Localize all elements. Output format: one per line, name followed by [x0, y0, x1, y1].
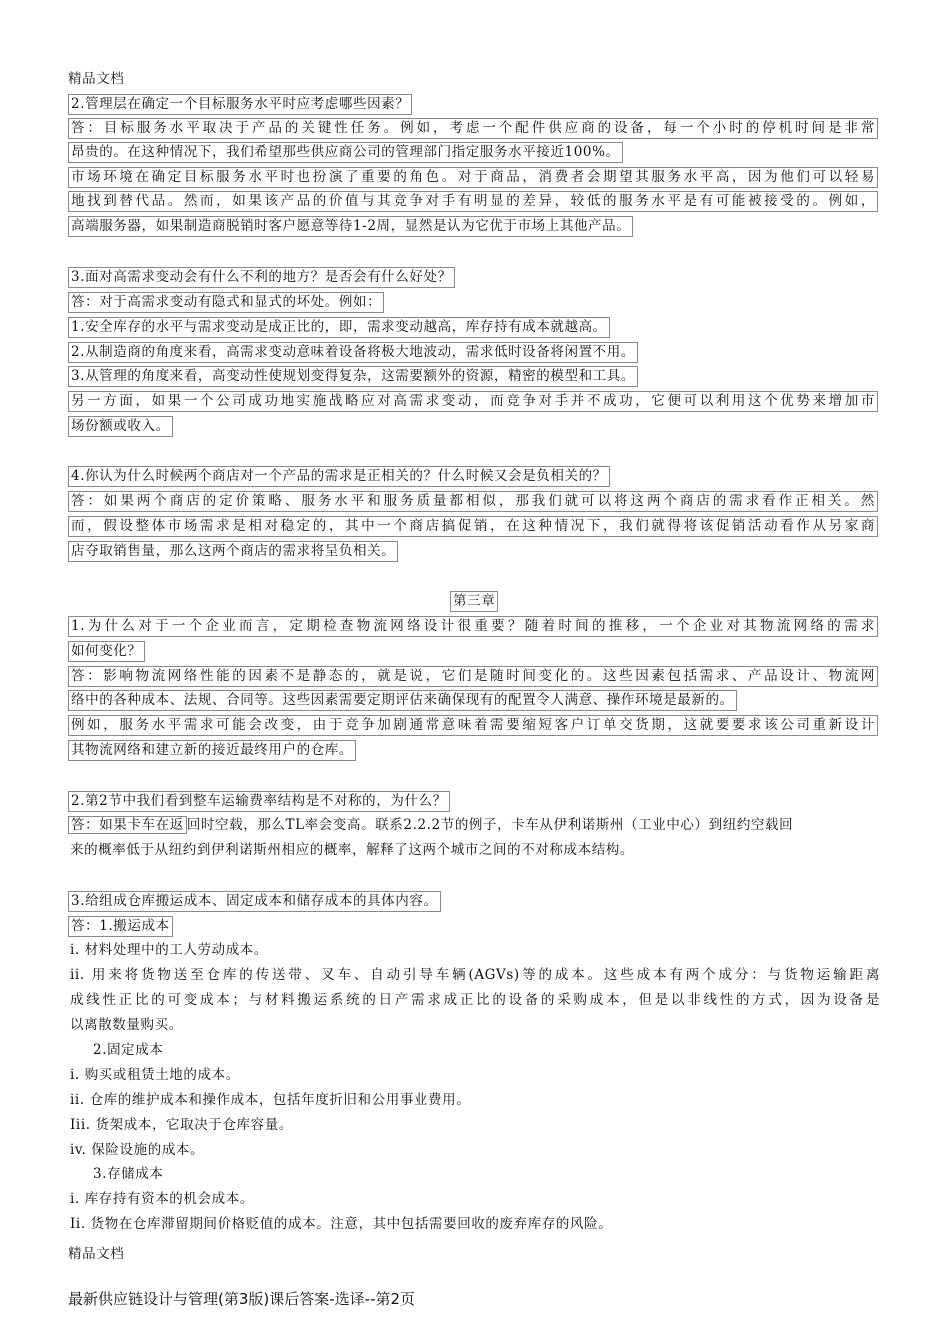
fixed-cost-heading: 2.固定成本	[93, 1042, 164, 1058]
answer-3-item-1: 1.安全库存的水平与需求变动是成正比的，即，需求变动越高，库存持有成本就越高。	[68, 317, 610, 338]
question-2-title: 2.管理层在确定一个目标服务水平时应考虑哪些因素？	[68, 94, 412, 115]
storage-cost-item-1: i. 库存持有资本的机会成本。	[70, 1191, 254, 1207]
answer-3-intro: 答：对于高需求变动有隐式和显式的坏处。例如：	[68, 292, 384, 313]
footer-watermark: 精品文档	[68, 1246, 125, 1262]
handling-cost-item-2-line-1: ii. 用来将货物送至仓库的传送带、叉车、自动引导车辆(AGVs)等的成本。这些成本有两个成分：与货物运输距离	[70, 967, 880, 983]
answer-4-line-1: 答：如果两个商店的定价策略、服务水平和服务质量都相似，那我们就可以将这两个商店的需求看作正相关。然	[68, 491, 878, 512]
handling-cost-item-2-line-3: 以离散数量购买。	[70, 1017, 183, 1033]
question-4-title: 4.你认为什么时候两个商店对一个产品的需求是正相关的？什么时候又会是负相关的？	[68, 466, 610, 487]
answer-2-para-2-line-3: 高端服务器，如果制造商脱销时客户愿意等待1-2周，显然是认为它优于市场上其他产品。	[68, 216, 633, 237]
handling-cost-item-1: i. 材料处理中的工人劳动成本。	[70, 942, 268, 958]
page-footer-caption: 最新供应链设计与管理(第3版)课后答案-选译--第2页	[68, 1290, 416, 1308]
ch3-answer-1-line-2: 络中的各种成本、法规、合同等。这些因素需要定期评估来确保现有的配置令人满意、操作环境是最新的。	[68, 690, 737, 711]
answer-2-para-2-line-1: 市场环境在确定目标服务水平时也扮演了重要的角色。对于商品，消费者会期望其服务水平高，因为他们可以轻易	[68, 167, 878, 188]
answer-4-line-3: 店夺取销售量，那么这两个商店的需求将呈负相关。	[68, 541, 398, 562]
ch3-answer-2-line-2: 来的概率低于从纽约到伊利诺斯州相应的概率，解释了这两个城市之间的不对称成本结构。	[70, 842, 634, 858]
ch3-question-2-title: 2.第2节中我们看到整车运输费率结构是不对称的，为什么？	[68, 791, 450, 812]
answer-3-para-2-line-1: 另一方面，如果一个公司成功地实施战略应对高需求变动，而竞争对手并不成功，它便可以利用这个优势来增加市	[68, 391, 878, 412]
ch3-answer-2-line-1-rest: 回时空载，那么TL率会变高。联系2.2.2节的例子，卡车从伊利诺斯州（工业中心）到纽约空载回	[186, 817, 794, 833]
ch3-answer-2-boxed-fragment: 答：如果卡车在返	[68, 816, 187, 834]
ch3-answer-1-line-1: 答：影响物流网络性能的因素不是静态的，就是说，它们是随时间变化的。这些因素包括需求、产品设计、物流网	[68, 666, 878, 687]
storage-cost-heading: 3.存储成本	[93, 1166, 164, 1182]
header-watermark: 精品文档	[68, 71, 125, 87]
handling-cost-item-2-line-2: 成线性正比的可变成本；与材料搬运系统的日产需求成正比的设备的采购成本，但是以非线性的方式，因为设备是	[70, 992, 880, 1008]
answer-3-item-2: 2.从制造商的角度来看，高需求变动意味着设备将极大地波动，需求低时设备将闲置不用。	[68, 342, 638, 363]
storage-cost-item-2: Ii. 货物在仓库滞留期间价格贬值的成本。注意，其中包括需要回收的废弃库存的风险。	[70, 1216, 613, 1232]
ch3-answer-2-line-1	[68, 816, 882, 835]
ch3-question-1-line-1: 1.为什么对于一个企业而言，定期检查物流网络设计很重要？随着时间的推移，一个企业对其物流网络的需求	[68, 616, 878, 637]
ch3-question-3-title: 3.给组成仓库搬运成本、固定成本和储存成本的具体内容。	[68, 891, 441, 912]
fixed-cost-item-3: Iii. 货架成本，它取决于仓库容量。	[70, 1117, 293, 1133]
ch3-answer-1-para-2-line-2: 其物流网络和建立新的接近最终用户的仓库。	[68, 740, 356, 761]
answer-2-line-2: 昂贵的。在这种情况下，我们希望那些供应商公司的管理部门指定服务水平接近100%。	[68, 142, 623, 163]
fixed-cost-item-1: i. 购买或租赁土地的成本。	[70, 1067, 240, 1083]
chapter-title: 第三章	[450, 591, 498, 612]
fixed-cost-item-2: ii. 仓库的维护成本和操作成本，包括年度折旧和公用事业费用。	[70, 1092, 471, 1108]
answer-2-line-1: 答：目标服务水平取决于产品的关键性任务。例如，考虑一个配件供应商的设备，每一个小时的停机时间是非常	[68, 118, 878, 139]
fixed-cost-item-4: iv. 保险设施的成本。	[70, 1142, 205, 1158]
ch3-question-1-line-2: 如何变化？	[68, 641, 145, 662]
answer-3-item-3: 3.从管理的角度来看，高变动性使规划变得复杂，这需要额外的资源，精密的模型和工具。	[68, 366, 638, 387]
answer-3-para-2-line-2: 场份额或收入。	[68, 416, 173, 437]
answer-4-line-2: 而，假设整体市场需求是相对稳定的，其中一个商店搞促销，在这种情况下，我们就得将该促销活动看作从另家商	[68, 516, 878, 537]
ch3-answer-1-para-2-line-1: 例如，服务水平需求可能会改变，由于竞争加剧通常意味着需要缩短客户订单交货期，这就要要求该公司重新设计	[68, 715, 878, 736]
question-3-title: 3.面对高需求变动会有什么不利的地方？是否会有什么好处？	[68, 267, 455, 288]
answer-2-para-2-line-2: 地找到替代品。然而，如果该产品的价值与其竞争对手有明显的差异，较低的服务水平是有可能被接受的。例如，	[68, 191, 878, 212]
ch3-answer-3-intro: 答：1.搬运成本	[68, 916, 173, 937]
